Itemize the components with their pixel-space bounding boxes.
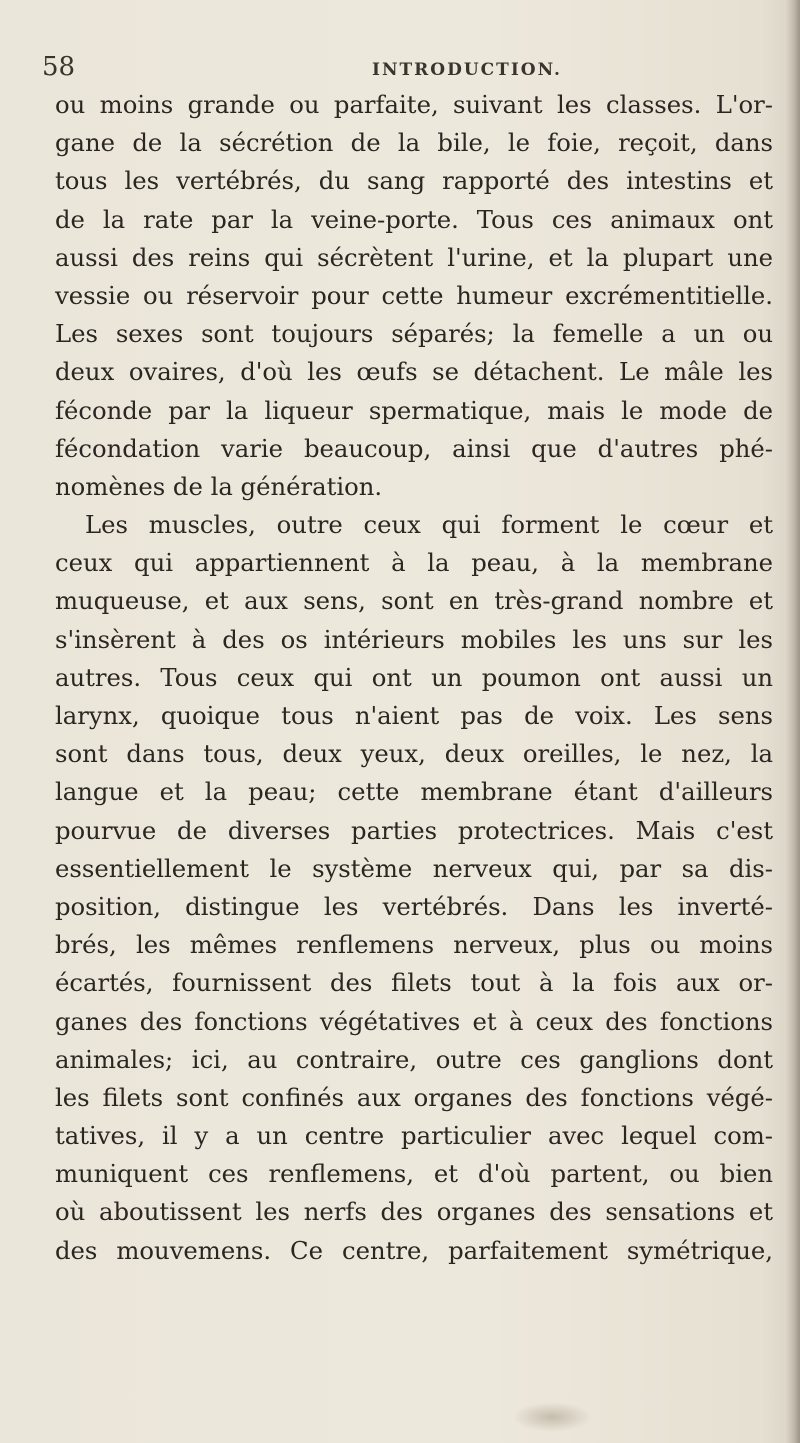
text-line: muniquent ces renflemens, et d'où partent, ou bien: [55, 1159, 773, 1189]
page-number: 58: [42, 52, 76, 82]
text-line: animales; ici, au contraire, outre ces ganglions dont: [55, 1044, 773, 1074]
text-line: position, distingue les vertébrés. Dans les inverté-: [55, 891, 773, 921]
text-line: féconde par la liqueur spermatique, mais le mode de: [55, 395, 773, 425]
text-line: sont dans tous, deux yeux, deux oreilles, le nez, la: [55, 739, 773, 769]
running-head: INTRODUCTION.: [372, 60, 562, 80]
text-line: ceux qui appartiennent à la peau, à la membrane: [55, 548, 773, 578]
text-line: des mouvemens. Ce centre, parfaitement symétrique,: [55, 1235, 773, 1265]
text-line: deux ovaires, d'où les œufs se détachent. Le mâle les: [55, 357, 773, 387]
text-line: où aboutissent les nerfs des organes des sensations et: [55, 1197, 773, 1227]
text-line: langue et la peau; cette membrane étant d'ailleurs: [55, 777, 773, 807]
page-edge-shadow: [786, 0, 800, 1443]
text-line: de la rate par la veine-porte. Tous ces animaux ont: [55, 204, 773, 234]
text-line: fécondation varie beaucoup, ainsi que d'autres phé-: [55, 433, 773, 463]
text-line: nomènes de la génération.: [55, 471, 383, 501]
text-line: gane de la sécrétion de la bile, le foie, reçoit, dans: [55, 128, 773, 158]
text-line: brés, les mêmes renflemens nerveux, plus ou moins: [55, 930, 773, 960]
text-line: vessie ou réservoir pour cette humeur excrémentitielle.: [55, 280, 773, 310]
text-line: ganes des fonctions végétatives et à ceux des fonctions: [55, 1006, 773, 1036]
text-line: muqueuse, et aux sens, sont en très-grand nombre et: [55, 586, 773, 616]
text-line: pourvue de diverses parties protectrices. Mais c'est: [55, 815, 773, 845]
paper-stain: [512, 1402, 592, 1432]
text-line: autres. Tous ceux qui ont un poumon ont aussi un: [55, 662, 773, 692]
text-line: écartés, fournissent des filets tout à la fois aux or-: [55, 968, 773, 998]
text-line: les filets sont confinés aux organes des fonctions végé-: [55, 1082, 773, 1112]
text-line: tous les vertébrés, du sang rapporté des intestins et: [55, 166, 773, 196]
text-line: ou moins grande ou parfaite, suivant les classes. L'or-: [55, 90, 773, 119]
text-line: tatives, il y a un centre particulier avec lequel com-: [55, 1121, 773, 1151]
text-line: Les sexes sont toujours séparés; la femelle a un ou: [55, 319, 773, 349]
text-line: essentiellement le système nerveux qui, par sa dis-: [55, 853, 773, 883]
body-text: [55, 86, 773, 1270]
text-line: aussi des reins qui sécrètent l'urine, et la plupart une: [55, 242, 773, 272]
text-line: s'insèrent à des os intérieurs mobiles les uns sur les: [55, 624, 773, 654]
text-line: larynx, quoique tous n'aient pas de voix. Les sens: [55, 701, 773, 730]
text-line: Les muscles, outre ceux qui forment le cœur et: [85, 510, 773, 540]
